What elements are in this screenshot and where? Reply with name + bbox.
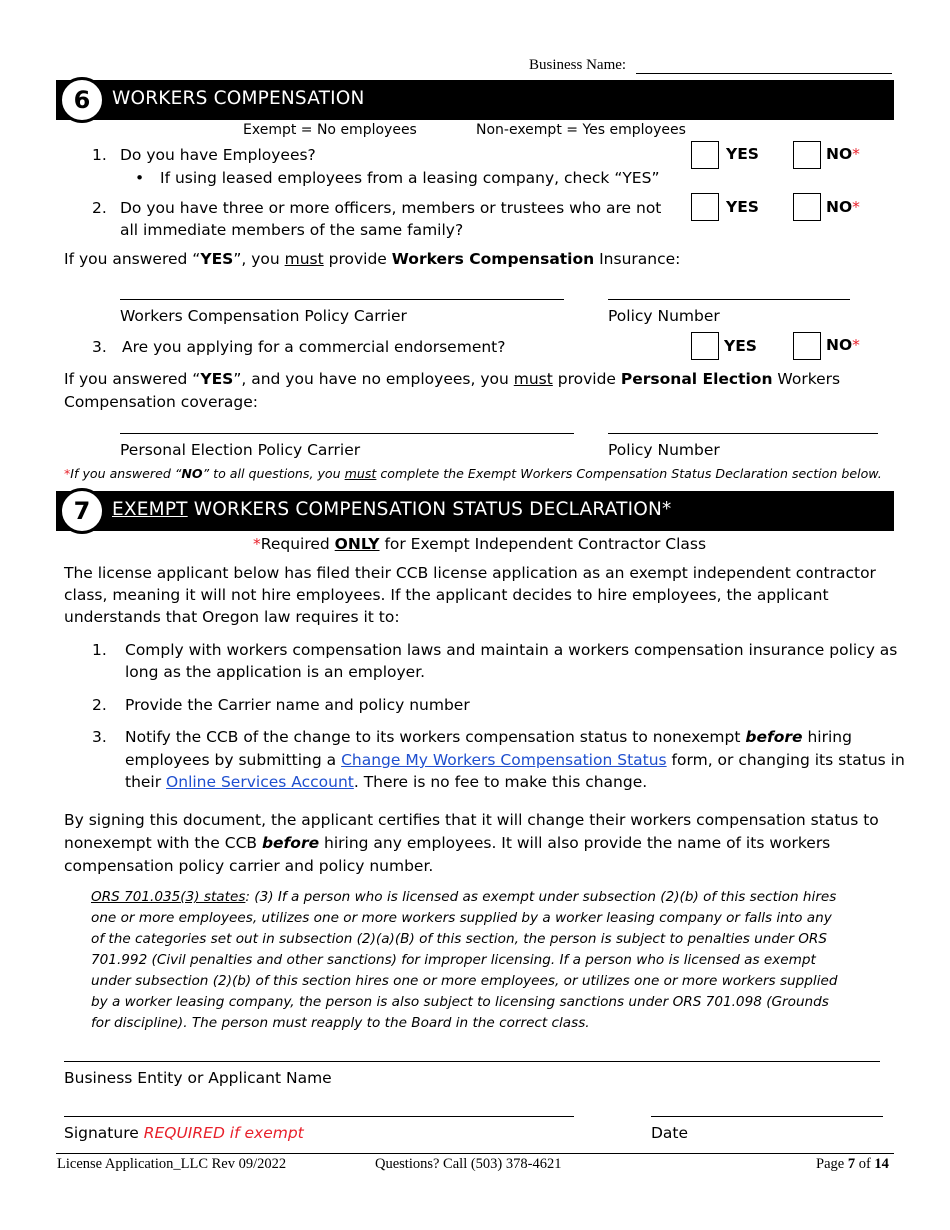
q3-number: 3. [92,338,107,356]
pe-carrier-label: Personal Election Policy Carrier [120,441,361,459]
ors-line2: one or more employees, utilizes one or more workers supplied by a worker leasing company or falls into any [91,910,832,926]
wc-carrier-label: Workers Compensation Policy Carrier [120,307,407,325]
date-field[interactable] [651,1116,883,1117]
ors-line6: by a worker leasing company, the person is also subject to licensing sanctions under ORS 701.098 (Grounds [91,994,829,1010]
q1-text: Do you have Employees? [120,146,316,164]
section-6-number: 6 [59,77,105,123]
change-wc-status-link[interactable]: Change My Workers Compensation Status [341,751,667,769]
q1-bullet-text: If using leased employees from a leasing company, check “YES” [160,169,660,187]
wc-policy-field[interactable] [608,299,850,300]
ors-line7: for discipline). The person must reapply to the Board in the correct class. [91,1015,590,1031]
q2-no-label: NO* [826,198,860,216]
section-6-title: WORKERS COMPENSATION [112,88,365,109]
ors-line5: under subsection (2)(b) of this section hires one or more employees, or utilizes one or more workers supplied [91,973,838,989]
date-label: Date [651,1124,689,1142]
item1-line2: long as the application is an employer. [125,663,426,681]
section-7-header [56,491,894,531]
footer-divider [56,1153,894,1154]
q2-text-line2: all immediate members of the same family? [120,221,464,239]
if-yes-personal-election-line2: Compensation coverage: [64,393,258,411]
item2-number: 2. [92,696,107,714]
q2-number: 2. [92,199,107,217]
cert-line3: compensation policy carrier and policy number. [64,857,434,875]
footer-phone: Questions? Call (503) 378-4621 [375,1156,562,1172]
q1-no-label: NO* [826,145,860,163]
ors-line3: of the categories set out in subsection (2)(a)(B) of this section, the person is subject to penalties under ORS [91,931,828,947]
wc-policy-label: Policy Number [608,307,720,325]
wc-carrier-field[interactable] [120,299,564,300]
q3-yes-label: YES [724,337,757,355]
item1-line1: Comply with workers compensation laws and maintain a workers compensation insurance policy as [125,641,898,659]
q3-no-label: NO* [826,336,860,354]
ors-line1: ORS 701.035(3) states: (3) If a person who is licensed as exempt under subsection (2)(b) of this section hires [91,889,837,905]
q1-yes-checkbox[interactable] [691,141,719,169]
ors-line4: 701.992 (Civil penalties and other sanctions) for improper licensing. If a person who is licensed as exempt [91,952,816,968]
item3-number: 3. [92,728,107,746]
required-only-note: *Required ONLY for Exempt Independent Contractor Class [253,535,707,553]
online-services-account-link[interactable]: Online Services Account [166,773,354,791]
q2-yes-label: YES [726,198,759,216]
no-answer-footnote: *If you answered “NO” to all questions, you must complete the Exempt Workers Compensation Status Declaration section below. [64,466,882,481]
q3-text: Are you applying for a commercial endorsement? [122,338,506,356]
intro-line2: class, meaning it will not hire employees. If the applicant decides to hire employees, the applicant [64,586,829,604]
pe-policy-label: Policy Number [608,441,720,459]
q3-no-checkbox[interactable] [793,332,821,360]
item3-line2: employees by submitting a Change My Workers Compensation Status form, or changing its status in [125,751,905,769]
business-name-field[interactable] [636,73,892,74]
item2-text: Provide the Carrier name and policy number [125,696,470,714]
section-7-number: 7 [59,488,105,534]
pe-carrier-field[interactable] [120,433,574,434]
item3-line3: their Online Services Account. There is no fee to make this change. [125,773,648,791]
q2-yes-checkbox[interactable] [691,193,719,221]
if-yes-insurance-text: If you answered “YES”, you must provide Workers Compensation Insurance: [64,250,681,268]
pe-policy-field[interactable] [608,433,878,434]
signature-label: Signature REQUIRED if exempt [64,1124,304,1142]
item3-line1: Notify the CCB of the change to its workers compensation status to nonexempt before hiring [125,728,852,746]
q2-no-checkbox[interactable] [793,193,821,221]
signature-field[interactable] [64,1116,574,1117]
footer-page-number: Page 7 of 14 [816,1156,889,1172]
q3-yes-checkbox[interactable] [691,332,719,360]
q2-text-line1: Do you have three or more officers, members or trustees who are not [120,199,662,217]
q1-yes-label: YES [726,145,759,163]
entity-name-field[interactable] [64,1061,880,1062]
section-6-header [56,80,894,120]
cert-line2: nonexempt with the CCB before hiring any employees. It will also provide the name of its workers [64,834,831,852]
if-yes-personal-election-text: If you answered “YES”, and you have no employees, you must provide Personal Election Workers [64,370,841,388]
q1-no-checkbox[interactable] [793,141,821,169]
exempt-note: Exempt = No employees [243,122,417,138]
intro-line1: The license applicant below has filed their CCB license application as an exempt independent contractor [64,564,876,582]
intro-line3: understands that Oregon law requires it to: [64,608,400,626]
item1-number: 1. [92,641,107,659]
cert-line1: By signing this document, the applicant certifies that it will change their workers compensation status to [64,811,879,829]
nonexempt-note: Non-exempt = Yes employees [476,122,686,138]
footer-form-id: License Application_LLC Rev 09/2022 [57,1156,287,1172]
entity-name-label: Business Entity or Applicant Name [64,1069,332,1087]
business-name-label: Business Name: [529,57,627,73]
bullet-icon: • [135,169,145,187]
section-7-title: EXEMPT WORKERS COMPENSATION STATUS DECLARATION* [112,499,672,520]
q1-number: 1. [92,146,107,164]
